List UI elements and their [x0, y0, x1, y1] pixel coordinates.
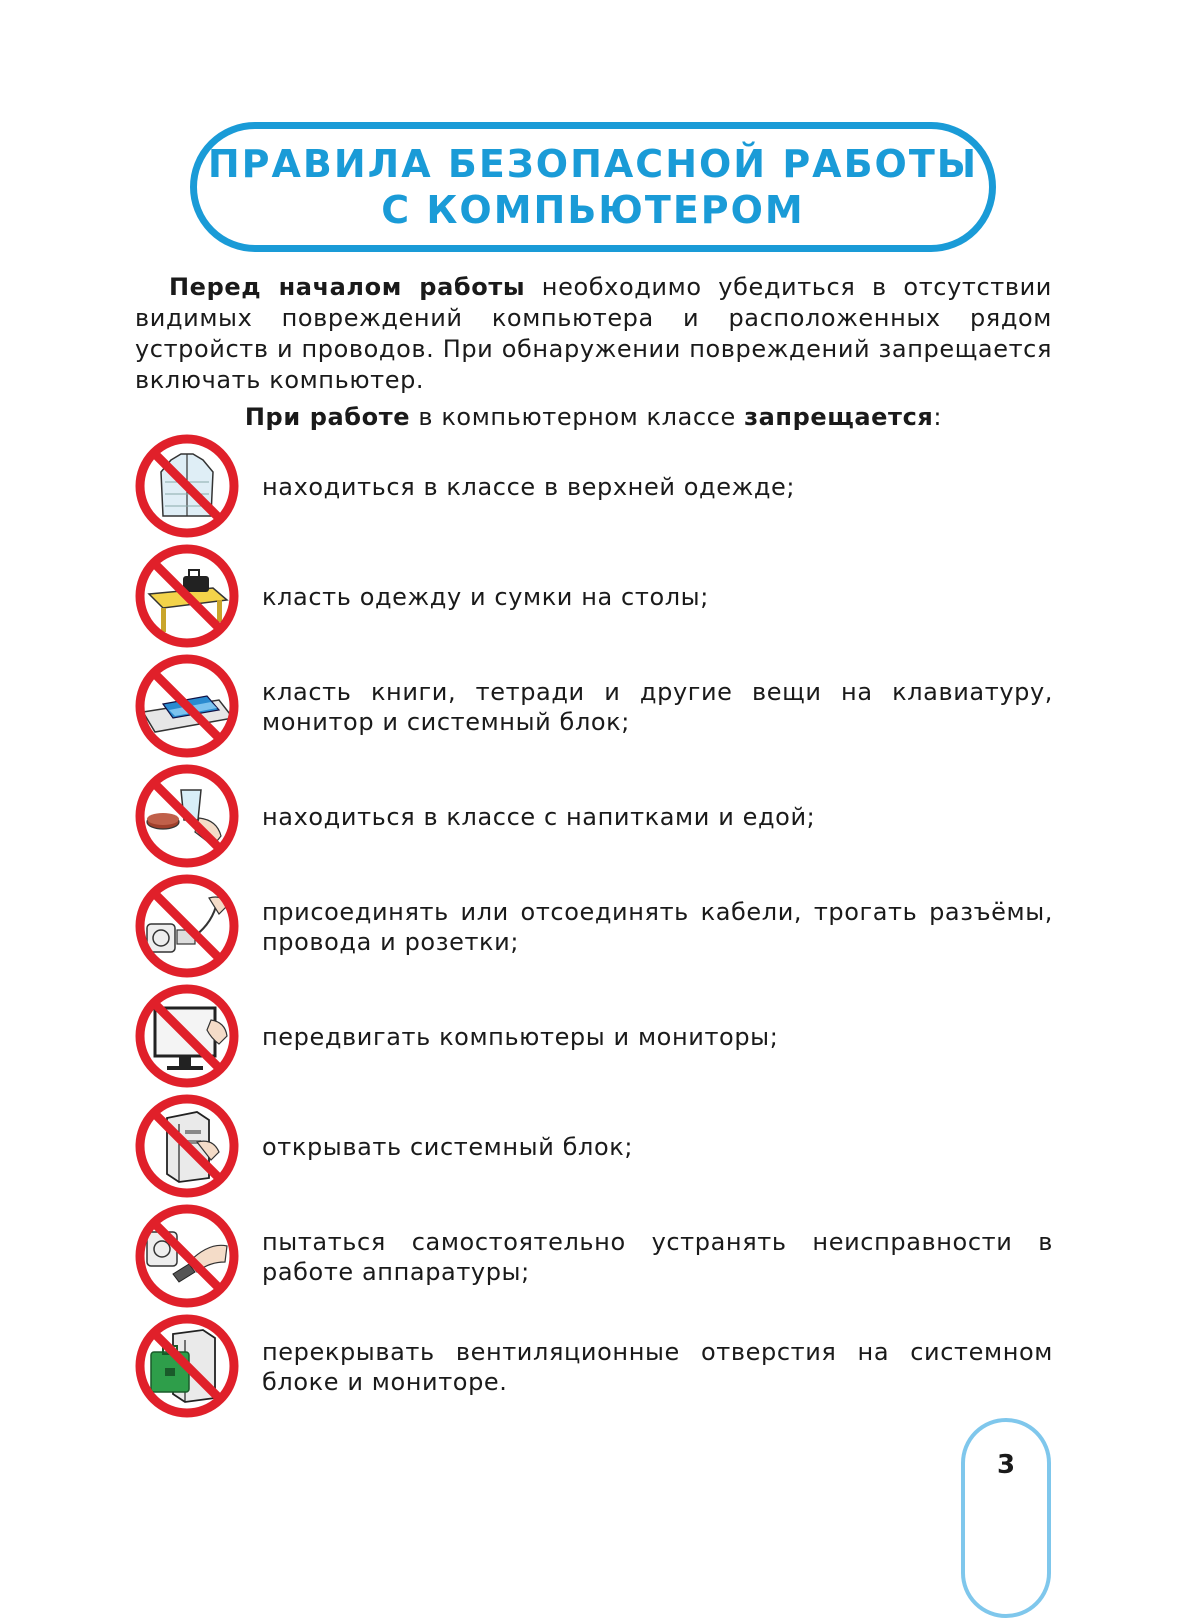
rule-text: перекрывать вентиляционные отверстия на системном блоке и мониторе.: [262, 1338, 1053, 1396]
food-drink-icon: [133, 762, 241, 870]
title-line-1: ПРАВИЛА БЕЗОПАСНОЙ РАБОТЫ: [207, 142, 979, 186]
rule-text: находиться в классе с напитками и едой;: [262, 803, 816, 831]
rule-item: [133, 982, 1053, 1092]
rule-item: [133, 872, 1053, 982]
page-number-tab: [961, 1418, 1051, 1618]
intro-paragraph: [135, 272, 1052, 396]
rule-item: [133, 762, 1053, 872]
rule-text: находиться в классе в верхней одежде;: [262, 473, 796, 501]
rule-text: пытаться самостоятельно устранять неисправности в работе аппаратуры;: [262, 1228, 1053, 1286]
system-unit-icon: [133, 1092, 241, 1200]
rule-item: [133, 432, 1053, 542]
rule-text: передвигать компьютеры и мониторы;: [262, 1023, 779, 1051]
rule-item: [133, 1312, 1053, 1422]
intro-lead: Перед началом работы: [169, 273, 526, 301]
keyboard-books-icon: [133, 652, 241, 760]
subhead-bold-2: запрещается: [744, 403, 934, 431]
rule-item: [133, 652, 1053, 762]
intro-text: необходимо убедиться в отсутствии видимых повреждений компьютера и расположенных рядом устройств и проводов. При обнаружении повреждений запрещается включать компьютер.: [135, 273, 1052, 394]
title-banner: [190, 122, 996, 252]
repair-icon: [133, 1202, 241, 1310]
monitor-icon: [133, 982, 241, 1090]
subhead-colon: :: [933, 403, 943, 431]
rule-text: открывать системный блок;: [262, 1133, 634, 1161]
ventilation-icon: [133, 1312, 241, 1420]
title-line-2: С КОМПЬЮТЕРОМ: [381, 188, 805, 232]
rules-subheading: [135, 402, 1052, 433]
page-number: 3: [996, 1450, 1016, 1480]
subhead-bold-1: При работе: [244, 403, 411, 431]
rule-item: [133, 1202, 1053, 1312]
rule-text: класть одежду и сумки на столы;: [262, 583, 709, 611]
table-bag-icon: [133, 542, 241, 650]
plug-socket-icon: [133, 872, 241, 980]
subhead-text: в компьютерном классе: [410, 403, 745, 431]
jacket-icon: [133, 432, 241, 540]
rule-item: [133, 1092, 1053, 1202]
rule-text: присоединять или отсоединять кабели, трогать разъёмы, провода и розетки;: [262, 898, 1053, 956]
rule-text: класть книги, тетради и другие вещи на клавиатуру, монитор и системный блок;: [262, 678, 1053, 736]
rule-item: [133, 542, 1053, 652]
